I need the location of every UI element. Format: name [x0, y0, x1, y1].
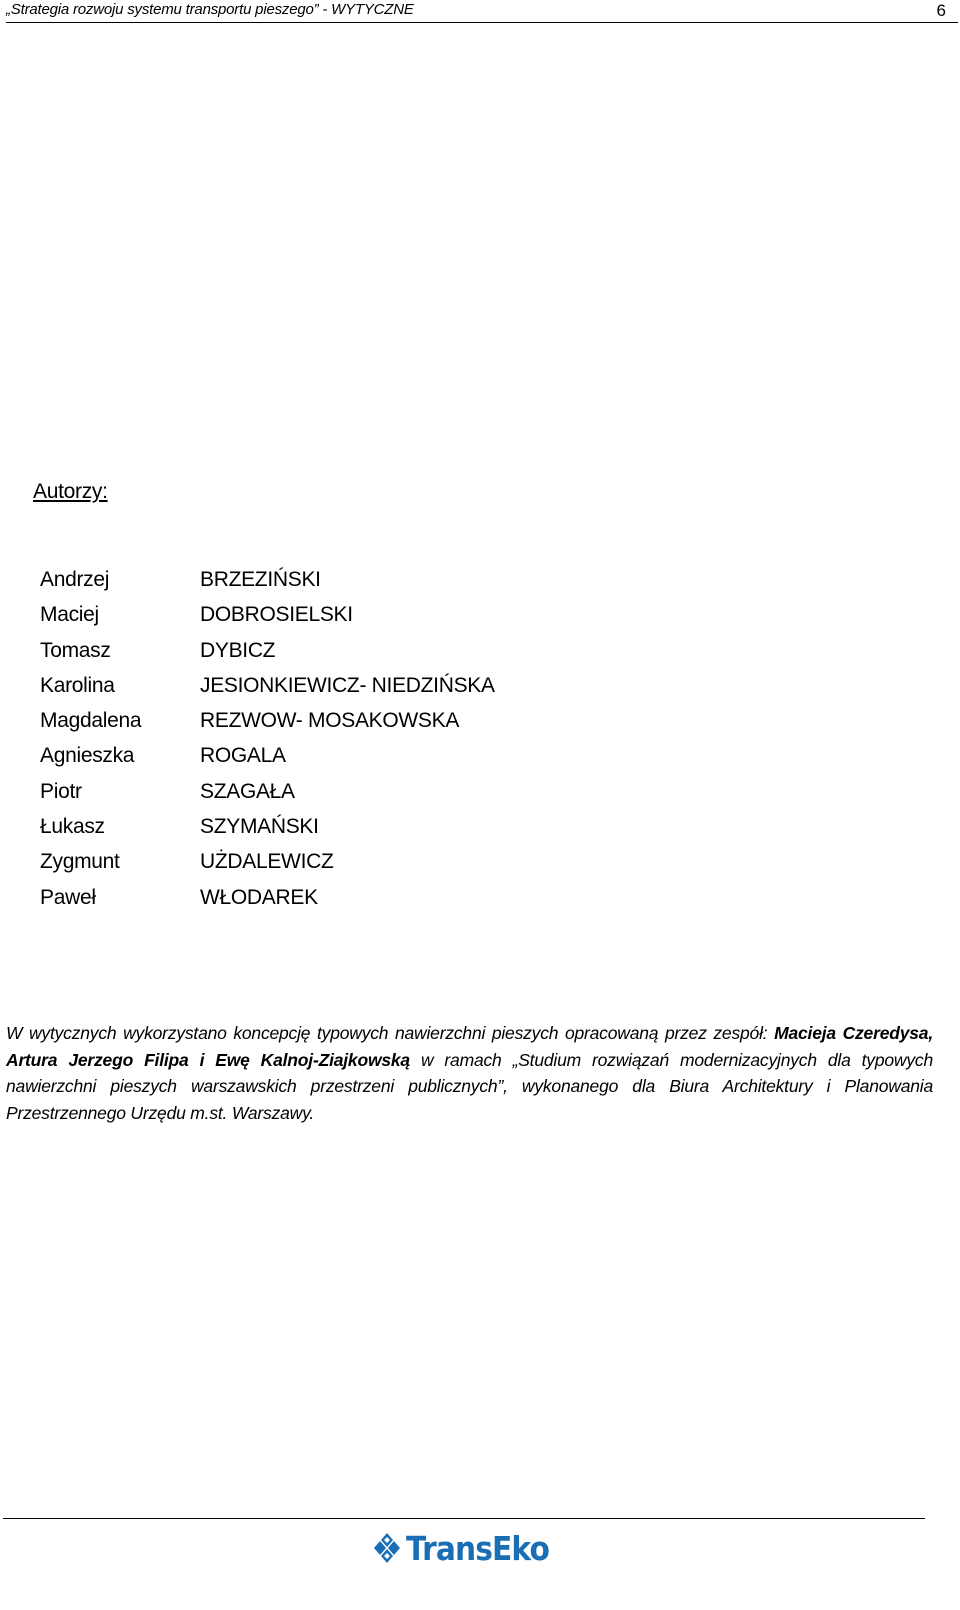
authors-list: [40, 568, 640, 921]
authors-heading: Autorzy:: [33, 480, 108, 503]
page-number: 6: [936, 1, 946, 20]
author-first-name: Paweł: [40, 885, 96, 909]
credits-paragraph: [6, 1020, 933, 1126]
author-row: [40, 603, 640, 638]
transeko-mark-icon: [372, 1532, 402, 1564]
author-row: [40, 850, 640, 885]
footer-divider: [3, 1518, 925, 1519]
author-first-name: Tomasz: [40, 638, 111, 662]
author-last-name: SZAGAŁA: [200, 779, 295, 803]
author-first-name: Łukasz: [40, 815, 105, 839]
author-last-name: JESIONKIEWICZ- NIEDZIŃSKA: [200, 673, 495, 697]
author-last-name: WŁODAREK: [200, 885, 318, 909]
transeko-logo: [372, 1528, 565, 1568]
author-row: [40, 674, 640, 709]
logo-wordmark: TransEko: [406, 1528, 549, 1568]
author-row: [40, 639, 640, 674]
author-last-name: SZYMAŃSKI: [200, 815, 319, 839]
credits-text-start: W wytycznych wykorzystano koncepcję typowych nawierzchni pieszych opracowaną przez zespół:: [6, 1023, 775, 1043]
author-row: [40, 744, 640, 779]
author-first-name: Agnieszka: [40, 744, 135, 768]
author-first-name: Piotr: [40, 779, 82, 803]
author-last-name: ROGALA: [200, 744, 286, 768]
page-header: [6, 0, 958, 23]
author-last-name: DOBROSIELSKI: [200, 603, 353, 627]
author-row: [40, 815, 640, 850]
author-first-name: Andrzej: [40, 568, 110, 591]
author-last-name: DYBICZ: [200, 638, 276, 662]
author-last-name: UŻDALEWICZ: [200, 850, 334, 874]
author-row: [40, 886, 640, 921]
document-title: „Strategia rozwoju systemu transportu pieszego” - WYTYCZNE: [6, 1, 414, 18]
author-last-name: REZWOW- MOSAKOWSKA: [200, 709, 460, 733]
author-row: [40, 568, 640, 603]
author-first-name: Magdalena: [40, 709, 142, 733]
author-last-name: BRZEZIŃSKI: [200, 568, 321, 591]
author-first-name: Zygmunt: [40, 850, 120, 874]
author-first-name: Karolina: [40, 673, 115, 697]
author-first-name: Maciej: [40, 603, 99, 627]
author-row: [40, 709, 640, 744]
author-row: [40, 780, 640, 815]
credits-text-end: w ramach „Studium rozwiązań modernizacyjnych dla typowych nawierzchni pieszych warszawskich przestrzeni publicznych”, wykonanego dla Biura Architektury i Planowania Przestrzennego Urzędu m.st. Warszawy.: [6, 1049, 933, 1123]
credits-team-names: Macieja Czeredysa, Artura Jerzego Filipa i Ewę Kalnoj-Ziajkowską: [6, 1023, 933, 1070]
